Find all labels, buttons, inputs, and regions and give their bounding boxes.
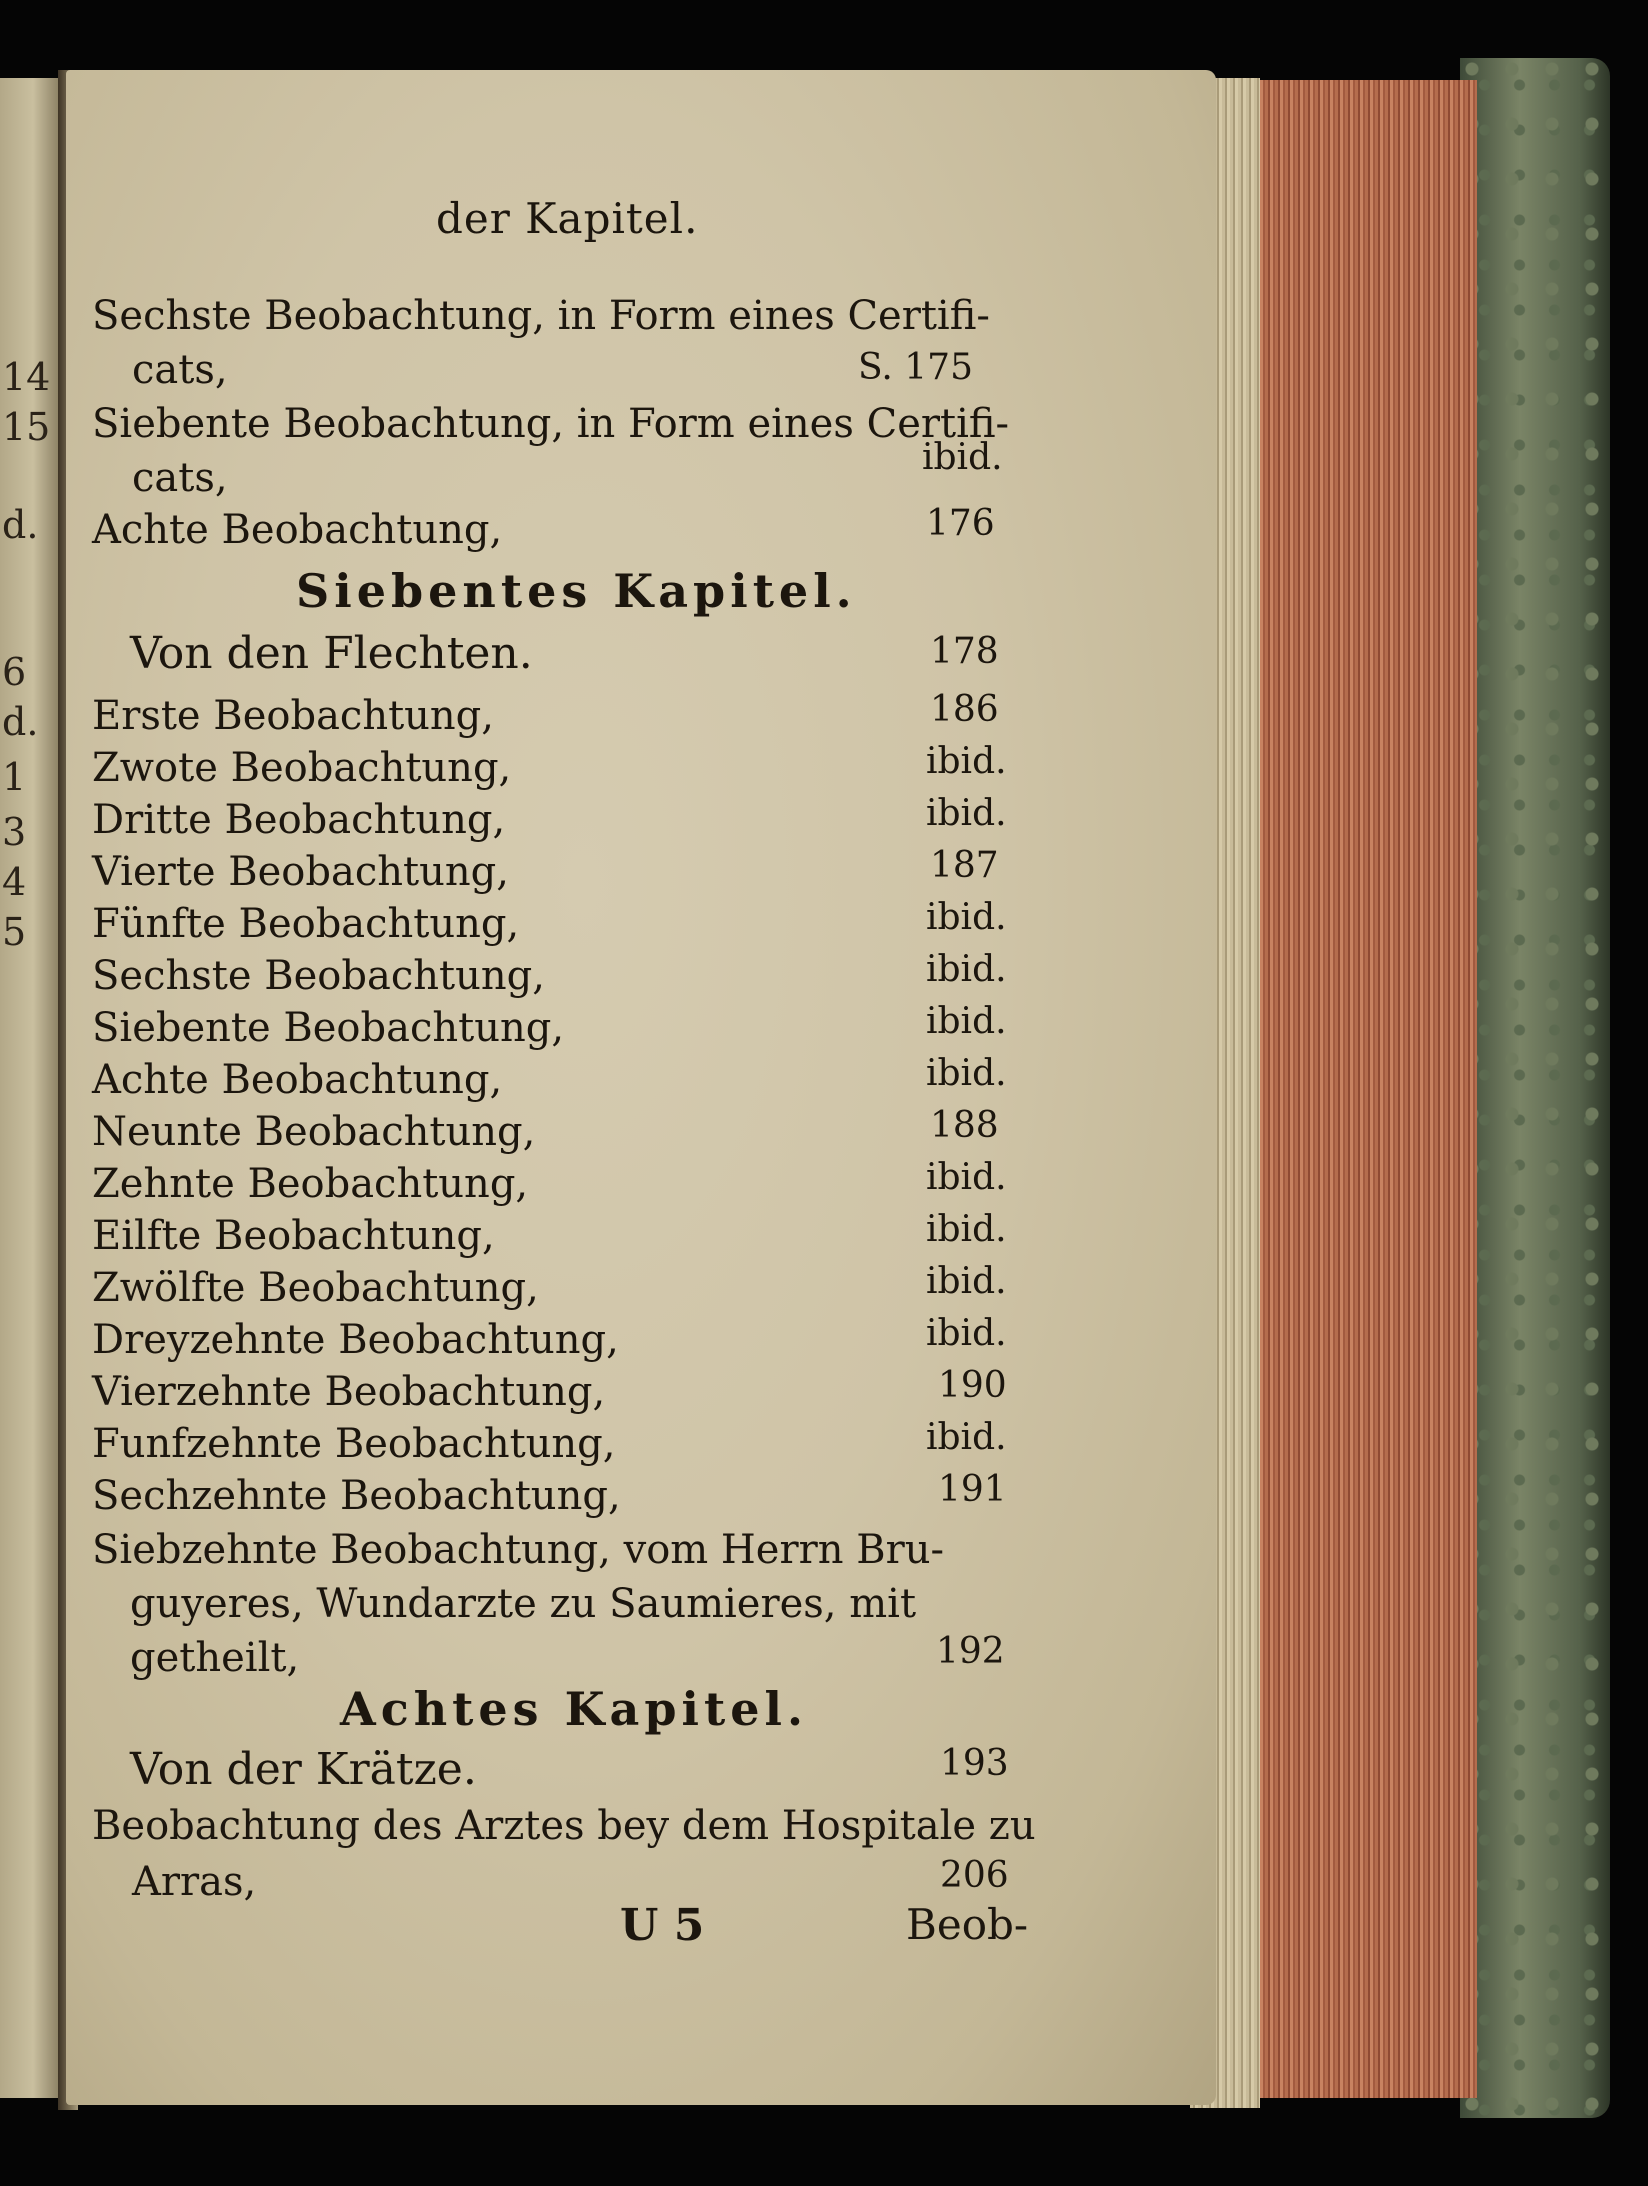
entry-page: ibid. (926, 1053, 1007, 1094)
entry-page: S. 175 (858, 347, 973, 388)
entry-page: 188 (930, 1105, 999, 1146)
entry-line: Neunte Beobachtung, (92, 1109, 536, 1155)
entry-page: 192 (936, 1631, 1005, 1672)
entry-line: Dreyzehnte Beobachtung, (92, 1317, 619, 1363)
left-margin-number: 5 (2, 910, 27, 954)
left-margin-number: 15 (2, 405, 51, 449)
entry-line: getheilt, (130, 1635, 300, 1681)
entry-line: Fünfte Beobachtung, (92, 901, 520, 947)
entry-line: Dritte Beobachtung, (92, 797, 506, 843)
entry-page: ibid. (926, 741, 1007, 782)
left-margin-number: 6 (2, 650, 27, 694)
entry-line: Funfzehnte Beobachtung, (92, 1421, 616, 1467)
entry-page: ibid. (926, 1209, 1007, 1250)
entry-line: Arras, (132, 1859, 257, 1905)
entry-page: ibid. (926, 949, 1007, 990)
entry-line: Sechste Beobachtung, in Form eines Certifi- (92, 293, 990, 339)
entry-page: 191 (938, 1469, 1007, 1510)
entry-line: Vierte Beobachtung, (92, 849, 509, 895)
chapter-heading: Achtes Kapitel. (340, 1682, 808, 1736)
entry-line: guyeres, Wundarzte zu Saumieres, mit (130, 1581, 917, 1627)
entry-line: Zehnte Beobachtung, (92, 1161, 529, 1207)
entry-page: ibid. (926, 1157, 1007, 1198)
book-cover (1460, 58, 1610, 2118)
entry-page: ibid. (926, 1261, 1007, 1302)
entry-page: 176 (926, 503, 995, 544)
chapter-intro: Von der Krätze. (130, 1744, 477, 1795)
entry-page: ibid. (926, 1001, 1007, 1042)
entry-page: 193 (940, 1743, 1009, 1784)
entry-page: ibid. (926, 793, 1007, 834)
left-margin-number: d. (2, 503, 39, 547)
entry-line: Beobachtung des Arztes bey dem Hospitale zu (92, 1803, 1036, 1849)
entry-line: Zwölfte Beobachtung, (92, 1265, 539, 1311)
entry-line: Siebente Beobachtung, (92, 1005, 565, 1051)
entry-line: Eilfte Beobachtung, (92, 1213, 495, 1259)
entry-page: ibid. (926, 1417, 1007, 1458)
left-margin-number: 14 (2, 355, 51, 399)
entry-page: 178 (930, 631, 999, 672)
entry-line: Vierzehnte Beobachtung, (92, 1369, 606, 1415)
left-margin-number: 3 (2, 810, 27, 854)
entry-line: cats, (132, 455, 228, 501)
left-margin-number: 1 (2, 755, 27, 799)
entry-line: Achte Beobachtung, (92, 1057, 503, 1103)
left-margin-number: d. (2, 700, 39, 744)
entry-page: 206 (940, 1855, 1009, 1896)
entry-page: 187 (930, 845, 999, 886)
left-margin-number: 4 (2, 860, 27, 904)
entry-line: Sechste Beobachtung, (92, 953, 545, 999)
entry-line: Siebzehnte Beobachtung, vom Herrn Bru- (92, 1527, 944, 1573)
entry-line: Zwote Beobachtung, (92, 745, 512, 791)
catchword: Beob- (906, 1900, 1029, 1949)
page-edges-red (1252, 80, 1477, 2098)
running-head: der Kapitel. (436, 194, 699, 243)
entry-page: ibid. (926, 1313, 1007, 1354)
entry-line: Sechzehnte Beobachtung, (92, 1473, 621, 1519)
entry-line: cats, (132, 347, 228, 393)
entry-page: ibid. (926, 897, 1007, 938)
entry-page: 186 (930, 689, 999, 730)
entry-line: Erste Beobachtung, (92, 693, 494, 739)
signature-mark: U 5 (620, 1900, 705, 1951)
chapter-intro: Von den Flechten. (130, 628, 533, 679)
entry-page: 190 (938, 1365, 1007, 1406)
entry-line: Achte Beobachtung, (92, 507, 503, 553)
chapter-heading: Siebentes Kapitel. (296, 564, 857, 618)
entry-page: ibid. (922, 437, 1003, 478)
entry-line: Siebente Beobachtung, in Form eines Certifi- (92, 401, 1010, 447)
